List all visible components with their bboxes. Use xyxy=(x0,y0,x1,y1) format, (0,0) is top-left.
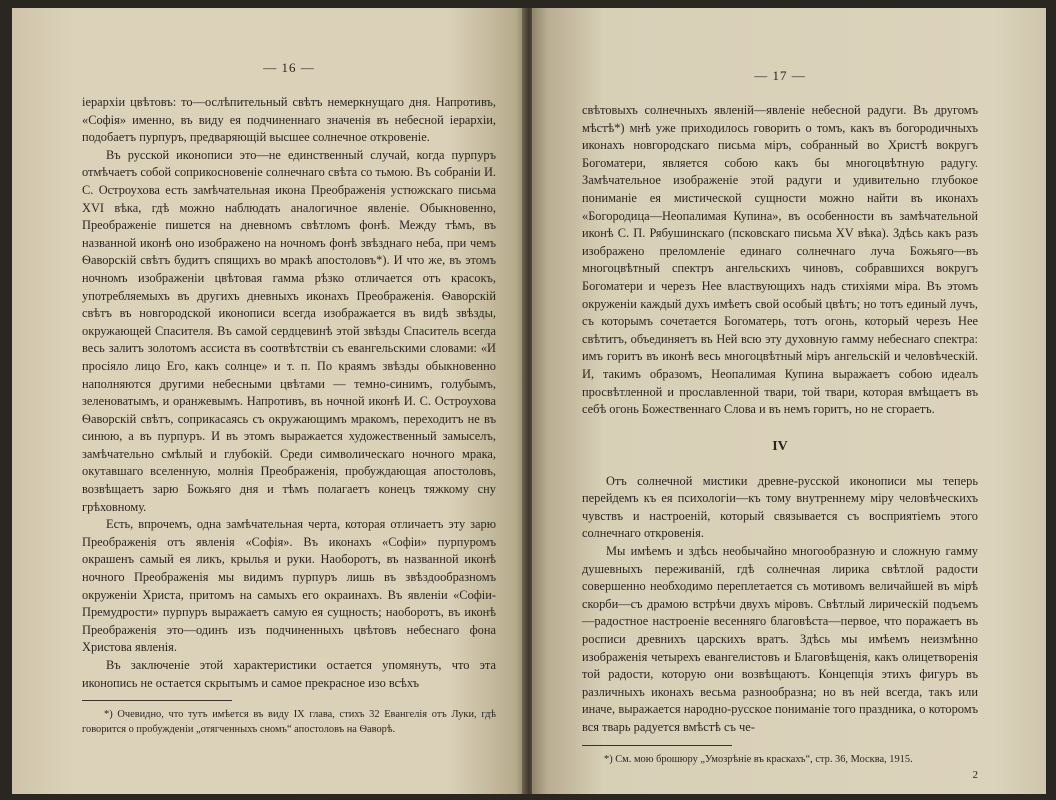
paragraph: Мы имѣемъ и здѣсь необычайно многообразную и сложную гамму душевныхъ переживанiй, гдѣ солнечная лирика свѣтлой радости совершенно необходимо переплетается съ мотивомъ величайшей въ мiрѣ скорби—съ драмою встрѣчи двухъ мiровъ. Свѣтлый лирическiй подъемъ—радостное настроенiе весенняго благовѣста—первое, что поражаетъ въ росписи древнихъ царскихъ вратъ. Здѣсь мы имѣемъ неизмѣнно изображенiя четырехъ евангелистовъ и Благовѣщенiя, какъ олицетворенiя той радости, которую они возвѣщаютъ. Концепцiя этихъ фигуръ въ различныхъ иконахъ весьма разнообразна; но въ ней всегда, такъ или иначе, выражается народно-русское пониманiе того праздника, о которомъ вся тварь радуется вмѣстѣ съ че- xyxy=(582,544,978,734)
signature-mark: 2 xyxy=(972,768,978,781)
paragraph: свѣтовыхъ солнечныхъ явленiй—явленiе небесной радуги. Въ другомъ мѣстѣ*) мнѣ уже приходилось говорить о томъ, какъ въ богородичныхъ иконахъ новгородскаго письма мiръ, собранный во Христѣ вокругъ Богоматери, является собою какъ бы многоцвѣтную радугу. Замѣчательное изображенiе этой радуги и удивительно глубокое пониманiе ея мистической сущности можно найти въ иконахъ «Богородица—Неопалимая Купина», въ особенности въ замѣчательной иконѣ С. П. Рябушинскаго (псковскаго письма XV вѣка). Здѣсь какъ разъ изображено преломленiе единаго солнечнаго луча Божьяго—въ многоцвѣтный спектръ ангельскихъ чиновъ, собравшихся вокругъ Богоматери и черезъ Нее властвующихъ надъ стихiями мiра. Въ этомъ окруженiи каждый духъ имѣетъ свой особый цвѣтъ; но тотъ единый лучъ, съ которымъ сочетается Богоматерь, тотъ огонь, который черезъ Нее свѣтитъ, объединяетъ въ Ней всю эту духовную гамму небеснаго спектра: имъ горитъ въ иконѣ весь многоцвѣтный мiръ ангельскiй и человѣческiй. И, такимъ образомъ, Неопалимая Купина выражаетъ собою идеалъ просвѣтленной и прославленной твари, той твари, которая вмѣщаетъ въ себѣ огонь Божественнаго Слова и въ немъ горитъ, но не сгораетъ. xyxy=(582,103,978,417)
page-number: — 16 — xyxy=(263,60,315,75)
paragraph: Въ русской иконописи это—не единственный случай, когда пурпуръ отмѣчаетъ собой соприкосновенiе солнечнаго свѣта со тьмою. Въ собранiи И. С. Остроухова есть замѣчательная икона Преображенiя устюжскаго письма XVI вѣка, гдѣ можно наблюдать аналогичное явленiе. Обыкновенно, Преображенiе пишется на дневномъ свѣтломъ фонѣ. Между тѣмъ, въ названной иконѣ оно изображено на ночномъ фонѣ звѣзднаго неба, при чемъ Ѳаворскiй свѣтъ будитъ спящихъ во мракѣ апостоловъ*). И что же, въ этомъ ночномъ изображенiи цвѣтовая гамма рѣзко отличается отъ красокъ, употребляемыхъ въ другихъ дневныхъ иконахъ Преображенiя. Ѳаворскiй свѣтъ въ новгородской иконописи всегда изображается въ видѣ звѣзды, окружающей Спасителя. Въ самой сердцевинѣ этой звѣзды Спаситель всегда весь залитъ золотомъ ассиста въ соотвѣтствiи съ евангельскими словами: «И просiяло лицо Его, какъ солнце» и т. п. По краямъ звѣзды обыкновенно наполняются другими небесными цвѣтами — темно-синимъ, голубымъ, зеленоватымъ, и оранжевымъ. Напротивъ, въ ночной иконѣ И. С. Остроухова Ѳаворскiй свѣтъ, соприкасаясь съ окружающимъ мракомъ, переходитъ не въ синюю, а въ пурпуръ. И въ этомъ выражается художественный замыселъ, замѣчательно смѣлый и глубокiй. Среди символическаго ночного мрака, окутавшаго вселенную, молнiя Преображенiя, пробуждающая апостоловъ, возвѣщаетъ зарю Божьяго дня и тѣмъ полагаетъ конецъ тяжкому сну грѣховному. xyxy=(82,147,496,514)
footnote xyxy=(82,707,496,737)
page-number: — 17 — xyxy=(754,68,806,83)
paragraph: iерархiи цвѣтовъ: то—ослѣпительный свѣтъ немеркнущаго дня. Напротивъ, «Софiя» именно, въ виду ея подчиненнаго значенiя въ небесной iерархiи, подобаетъ пурпуръ, предваряющiй высшее солнечное откровенiе. xyxy=(82,95,496,145)
paragraph: Въ заключенiе этой характеристики остается упомянуть, что эта иконопись не остается скрытымъ и самое прекрасное изо всѣхъ xyxy=(82,658,496,690)
footnote-rule xyxy=(82,700,232,701)
paragraph: Есть, впрочемъ, одна замѣчательная черта, которая отличаетъ эту зарю Преображенiя отъ явленiя «Софiя». Въ иконахъ «Софiи» пурпуромъ окрашенъ самый ея ликъ, крылья и руки. Наоборотъ, въ названной иконѣ ночного Преображенiя мы видимъ пурпуръ лишь въ звѣздообразномъ окруженiи Христа, притомъ на самыхъ его окраинахъ. Въ явленiи «Софiи-Премудрости» пурпуръ выражаетъ самую ея сущность; наоборотъ, въ иконѣ Преображенiя это—одинъ изъ подчиненныхъ цвѣтовъ небеснаго фона Христова явленiя. xyxy=(82,517,496,655)
footnote-text: *) См. мою брошюру „Умозрѣнiе въ краскахъ“, стр. 36, Москва, 1915. xyxy=(604,753,913,765)
footnote xyxy=(582,752,978,767)
right-page-body xyxy=(582,102,978,737)
paragraph: Отъ солнечной мистики древне-русской иконописи мы теперь перейдемъ къ ея психологiи—къ тому внутреннему мiру человѣческихъ чувствъ и настроенiй, который связывается съ восприятiемъ этого солнечнаго откровенiя. xyxy=(582,473,978,541)
footnote-rule xyxy=(582,745,732,746)
right-page xyxy=(532,8,1046,794)
book-spread xyxy=(12,8,1046,794)
footnote-text: *) Очевидно, что тутъ имѣется въ виду IX глава, стихъ 32 Евангелiя отъ Луки, гдѣ говорится о пробужденiи „отягченныхъ сномъ“ апостоловъ на Ѳаворѣ. xyxy=(82,709,496,736)
left-page-body xyxy=(82,94,496,692)
section-title: IV xyxy=(772,438,788,454)
left-page xyxy=(12,8,526,794)
